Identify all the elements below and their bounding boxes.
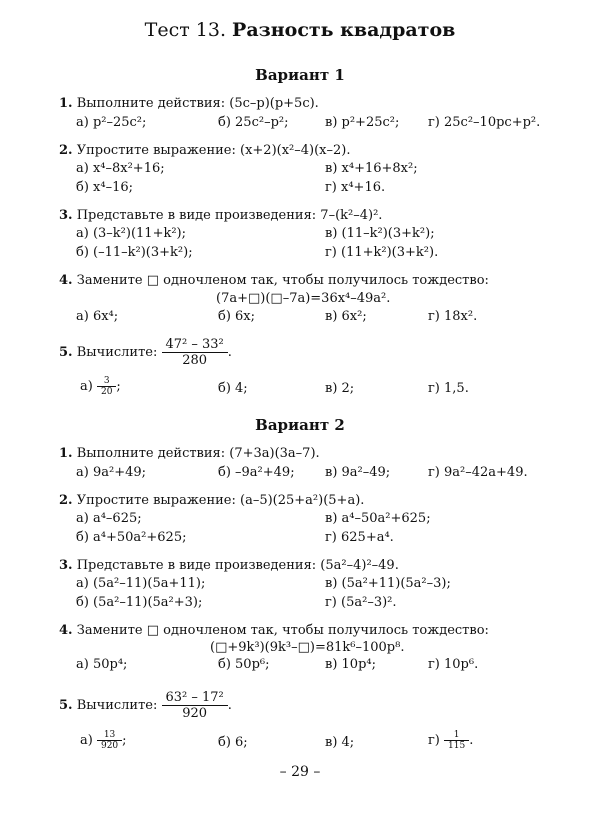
v2-q5-option-a-fraction: [97, 730, 122, 751]
v1-q5-text: Вычислите:: [76, 345, 158, 360]
v2-q5-option-d: [428, 730, 473, 751]
v2-q3-prompt: [59, 558, 399, 573]
v1-q5-number: 5.: [59, 345, 73, 360]
v2-q3-option-b: б) (5a²–11)(5a²+3);: [76, 595, 203, 610]
v1-q5-option-a-num: 3: [97, 376, 116, 387]
v2-q5-option-a: [80, 730, 127, 751]
v2-q1-number: 1.: [59, 446, 73, 461]
v1-q3-option-b: б) (–11–k²)(3+k²);: [76, 245, 193, 260]
variant-1-title: Вариант 1: [255, 66, 345, 84]
v2-q2-text: Упростите выражение: (a–5)(25+a²)(5+a).: [76, 493, 365, 508]
v1-q1-number: 1.: [59, 96, 73, 111]
page-number: – 29 –: [279, 764, 321, 780]
v2-q2-option-c: в) a⁴–50a²+625;: [325, 511, 431, 526]
v1-q1-option-a: а) p²–25c²;: [76, 115, 147, 130]
v2-q3-text: Представьте в виде произведения: (5a²–4)²–49.: [76, 558, 399, 573]
v1-q5-numerator: 47² – 33²: [162, 337, 228, 353]
v2-q5-option-d-num: 1: [444, 730, 469, 741]
v2-q4-option-b: б) 50p⁶;: [218, 657, 270, 672]
v1-q2-number: 2.: [59, 143, 73, 158]
v1-q2-option-d: г) x⁴+16.: [325, 180, 386, 195]
v1-q4-option-d: г) 18x².: [428, 309, 478, 324]
v2-q4-option-a: а) 50p⁴;: [76, 657, 128, 672]
v2-q5-option-d-end: .: [469, 733, 474, 748]
v2-q5-option-d-den: 115: [448, 741, 466, 751]
v1-q2-option-a: а) x⁴–8x²+16;: [76, 161, 165, 176]
v2-q5-option-b: б) 6;: [218, 735, 248, 750]
v1-q5-option-a-end: ;: [116, 379, 121, 394]
v2-q2-option-b: б) a⁴+50a²+625;: [76, 530, 187, 545]
v2-q5-number: 5.: [59, 698, 73, 713]
v2-q2-number: 2.: [59, 493, 73, 508]
v1-q4-option-c: в) 6x²;: [325, 309, 367, 324]
v2-q2-option-a: а) a⁴–625;: [76, 511, 142, 526]
v2-q5-end: .: [227, 698, 232, 713]
v2-q4-option-d: г) 10p⁶.: [428, 657, 479, 672]
page-title: [0, 19, 600, 41]
v2-q5-numerator: 63² – 17²: [162, 690, 228, 706]
v1-q4-prompt: [59, 273, 489, 288]
v2-q3-option-d: г) (5a²–3)².: [325, 595, 397, 610]
v1-q4-text: Замените □ одночленом так, чтобы получилось тождество:: [76, 273, 489, 288]
test-label: Тест 13.: [144, 19, 226, 41]
v1-q5-denominator: 280: [182, 353, 208, 368]
v1-q1-prompt: [59, 96, 319, 111]
v2-q5-text: Вычислите:: [76, 698, 158, 713]
v1-q5-option-c: в) 2;: [325, 381, 355, 396]
variant-2-title: Вариант 2: [255, 416, 345, 434]
v2-q5-option-a-num: 13: [97, 730, 122, 741]
v2-q1-text: Выполните действия: (7+3a)(3a–7).: [76, 446, 320, 461]
v2-q5-denominator: 920: [182, 706, 208, 721]
v2-q4-prompt: [59, 623, 489, 638]
v1-q5-option-a-den: 20: [100, 387, 113, 397]
v2-q4-identity: (□+9k³)(9k³–□)=81k⁶–100p⁸.: [210, 640, 405, 655]
v1-q4-number: 4.: [59, 273, 73, 288]
v2-q2-prompt: [59, 493, 364, 508]
v1-q4-option-a: а) 6x⁴;: [76, 309, 119, 324]
test-topic: Разность квадратов: [232, 19, 456, 41]
v1-q2-option-b: б) x⁴–16;: [76, 180, 133, 195]
v1-q2-prompt: [59, 143, 350, 158]
v2-q4-text: Замените □ одночленом так, чтобы получилось тождество:: [76, 623, 489, 638]
v2-q1-option-d: г) 9a²–42a+49.: [428, 465, 528, 480]
v1-q1-option-c: в) p²+25c²;: [325, 115, 400, 130]
v1-q3-option-a: а) (3–k²)(11+k²);: [76, 226, 187, 241]
v1-q4-identity: (7a+□)(□–7a)=36x⁴–49a².: [216, 291, 391, 306]
v2-q1-option-b: б) –9a²+49;: [218, 465, 295, 480]
v2-q1-option-a: а) 9a²+49;: [76, 465, 147, 480]
v1-q5-prompt: [59, 337, 232, 368]
v2-q4-option-c: в) 10p⁴;: [325, 657, 376, 672]
v2-q4-number: 4.: [59, 623, 73, 638]
v2-q5-option-a-end: ;: [122, 733, 127, 748]
v2-q5-option-a-label: а): [80, 733, 93, 748]
v1-q4-option-b: б) 6x;: [218, 309, 256, 324]
v2-q3-number: 3.: [59, 558, 73, 573]
v1-q1-text: Выполните действия: (5c–p)(p+5c).: [76, 96, 319, 111]
v2-q5-fraction: [162, 690, 228, 721]
v1-q3-prompt: [59, 208, 382, 223]
v1-q5-fraction: [162, 337, 228, 368]
v2-q5-option-d-fraction: [444, 730, 469, 751]
v2-q1-option-c: в) 9a²–49;: [325, 465, 391, 480]
v2-q2-option-d: г) 625+a⁴.: [325, 530, 394, 545]
v1-q3-text: Представьте в виде произведения: 7–(k²–4)².: [76, 208, 383, 223]
v2-q5-option-a-den: 920: [100, 741, 119, 751]
v1-q3-option-d: г) (11+k²)(3+k²).: [325, 245, 439, 260]
v1-q1-option-b: б) 25c²–p²;: [218, 115, 289, 130]
v1-q1-option-d: г) 25c²–10pc+p².: [428, 115, 541, 130]
v2-q5-option-c: в) 4;: [325, 735, 355, 750]
v1-q3-option-c: в) (11–k²)(3+k²);: [325, 226, 435, 241]
v1-q5-option-a-fraction: [97, 376, 116, 397]
v1-q5-option-a: [80, 376, 121, 397]
v2-q5-prompt: [59, 690, 232, 721]
v1-q5-option-d: г) 1,5.: [428, 381, 469, 396]
v2-q3-option-a: а) (5a²–11)(5a+11);: [76, 576, 206, 591]
v1-q2-option-c: в) x⁴+16+8x²;: [325, 161, 418, 176]
v2-q5-option-d-label: г): [428, 733, 440, 748]
v1-q5-option-b: б) 4;: [218, 381, 248, 396]
v1-q5-option-a-label: а): [80, 379, 93, 394]
v1-q3-number: 3.: [59, 208, 73, 223]
v1-q2-text: Упростите выражение: (x+2)(x²–4)(x–2).: [76, 143, 351, 158]
v1-q5-end: .: [227, 345, 232, 360]
v2-q3-option-c: в) (5a²+11)(5a²–3);: [325, 576, 451, 591]
v2-q1-prompt: [59, 446, 320, 461]
